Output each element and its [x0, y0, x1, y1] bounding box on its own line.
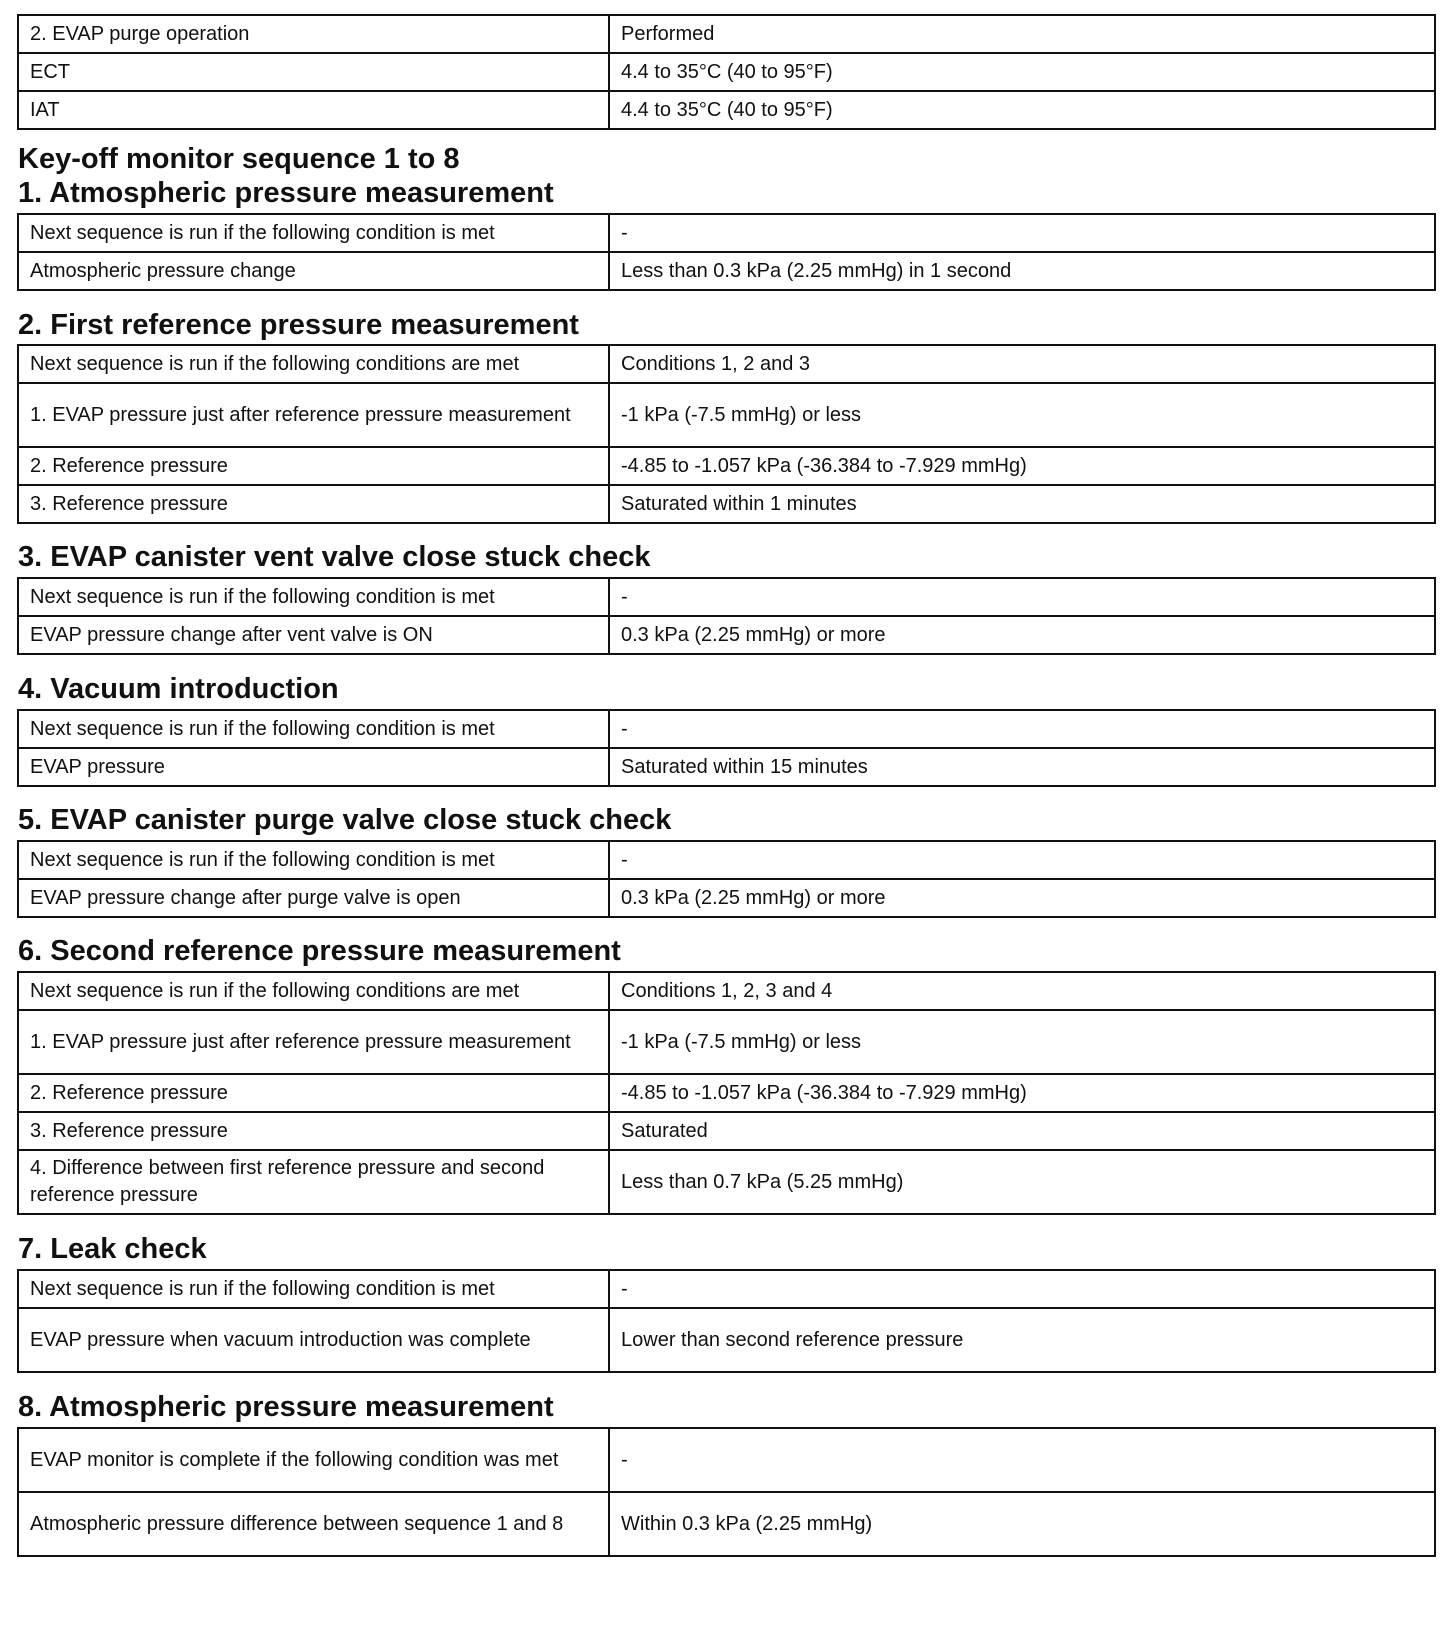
condition-label: IAT [18, 91, 609, 129]
condition-value: -1 kPa (-7.5 mmHg) or less [609, 383, 1435, 447]
condition-value: 4.4 to 35°C (40 to 95°F) [609, 91, 1435, 129]
table-row [18, 1428, 1435, 1492]
section-table [17, 1427, 1436, 1557]
condition-value: Saturated within 15 minutes [609, 748, 1435, 786]
section-title: 4. Vacuum introduction [18, 673, 339, 705]
section-table [17, 971, 1436, 1215]
condition-label: EVAP pressure [18, 748, 609, 786]
section-table [17, 840, 1436, 918]
condition-label: Next sequence is run if the following conditions are met [18, 972, 609, 1010]
table-row [18, 616, 1435, 654]
section-table [17, 709, 1436, 787]
condition-label: Atmospheric pressure change [18, 252, 609, 290]
table-row [18, 252, 1435, 290]
condition-label: Next sequence is run if the following condition is met [18, 1270, 609, 1308]
condition-label: Next sequence is run if the following condition is met [18, 710, 609, 748]
page-heading: Key-off monitor sequence 1 to 8 [18, 143, 460, 175]
section-title: 3. EVAP canister vent valve close stuck check [18, 541, 651, 573]
condition-value: - [609, 214, 1435, 252]
table-row [18, 710, 1435, 748]
condition-value: 4.4 to 35°C (40 to 95°F) [609, 53, 1435, 91]
table-row [18, 345, 1435, 383]
condition-value: Less than 0.3 kPa (2.25 mmHg) in 1 second [609, 252, 1435, 290]
condition-value: Performed [609, 15, 1435, 53]
condition-value: - [609, 578, 1435, 616]
section-title: 6. Second reference pressure measurement [18, 935, 621, 967]
condition-value: -4.85 to -1.057 kPa (-36.384 to -7.929 mmHg) [609, 1074, 1435, 1112]
section-table [17, 213, 1436, 291]
condition-label: 4. Difference between first reference pressure and second reference pressure [18, 1150, 609, 1214]
condition-label: 3. Reference pressure [18, 485, 609, 523]
condition-label: Next sequence is run if the following conditions are met [18, 345, 609, 383]
table-row [18, 485, 1435, 523]
table-row [18, 53, 1435, 91]
condition-value: Within 0.3 kPa (2.25 mmHg) [609, 1492, 1435, 1556]
table-row [18, 383, 1435, 447]
table-row [18, 748, 1435, 786]
section-title: 1. Atmospheric pressure measurement [18, 177, 554, 209]
section-title: 2. First reference pressure measurement [18, 309, 579, 341]
condition-value: Conditions 1, 2, 3 and 4 [609, 972, 1435, 1010]
table-row [18, 841, 1435, 879]
condition-label: 1. EVAP pressure just after reference pressure measurement [18, 1010, 609, 1074]
table-row [18, 879, 1435, 917]
section-table [17, 1269, 1436, 1373]
condition-label: ECT [18, 53, 609, 91]
section-title: 5. EVAP canister purge valve close stuck check [18, 804, 672, 836]
condition-value: -4.85 to -1.057 kPa (-36.384 to -7.929 mmHg) [609, 447, 1435, 485]
condition-value: -1 kPa (-7.5 mmHg) or less [609, 1010, 1435, 1074]
condition-value: - [609, 1428, 1435, 1492]
section-table [17, 577, 1436, 655]
condition-label: EVAP pressure change after purge valve is open [18, 879, 609, 917]
condition-label: EVAP monitor is complete if the following condition was met [18, 1428, 609, 1492]
condition-value: Lower than second reference pressure [609, 1308, 1435, 1372]
condition-value: - [609, 1270, 1435, 1308]
condition-value: - [609, 841, 1435, 879]
condition-value: Conditions 1, 2 and 3 [609, 345, 1435, 383]
condition-label: 3. Reference pressure [18, 1112, 609, 1150]
table-row [18, 1150, 1435, 1214]
condition-label: 2. EVAP purge operation [18, 15, 609, 53]
condition-value: Less than 0.7 kPa (5.25 mmHg) [609, 1150, 1435, 1214]
condition-value: Saturated within 1 minutes [609, 485, 1435, 523]
condition-value: 0.3 kPa (2.25 mmHg) or more [609, 879, 1435, 917]
condition-label: EVAP pressure change after vent valve is ON [18, 616, 609, 654]
condition-label: EVAP pressure when vacuum introduction was complete [18, 1308, 609, 1372]
top-conditions-table [17, 14, 1436, 130]
table-row [18, 1492, 1435, 1556]
section-title: 7. Leak check [18, 1233, 207, 1265]
condition-value: - [609, 710, 1435, 748]
table-row [18, 578, 1435, 616]
condition-value: Saturated [609, 1112, 1435, 1150]
table-row [18, 91, 1435, 129]
table-row [18, 447, 1435, 485]
condition-label: 2. Reference pressure [18, 447, 609, 485]
table-row [18, 1074, 1435, 1112]
condition-label: Next sequence is run if the following condition is met [18, 578, 609, 616]
table-row [18, 214, 1435, 252]
table-row [18, 972, 1435, 1010]
condition-label: Next sequence is run if the following condition is met [18, 214, 609, 252]
condition-label: 2. Reference pressure [18, 1074, 609, 1112]
table-row [18, 15, 1435, 53]
condition-label: Atmospheric pressure difference between sequence 1 and 8 [18, 1492, 609, 1556]
condition-label: Next sequence is run if the following condition is met [18, 841, 609, 879]
condition-value: 0.3 kPa (2.25 mmHg) or more [609, 616, 1435, 654]
table-row [18, 1308, 1435, 1372]
table-row [18, 1270, 1435, 1308]
section-table [17, 344, 1436, 524]
condition-label: 1. EVAP pressure just after reference pressure measurement [18, 383, 609, 447]
section-title: 8. Atmospheric pressure measurement [18, 1391, 554, 1423]
table-row [18, 1112, 1435, 1150]
table-row [18, 1010, 1435, 1074]
